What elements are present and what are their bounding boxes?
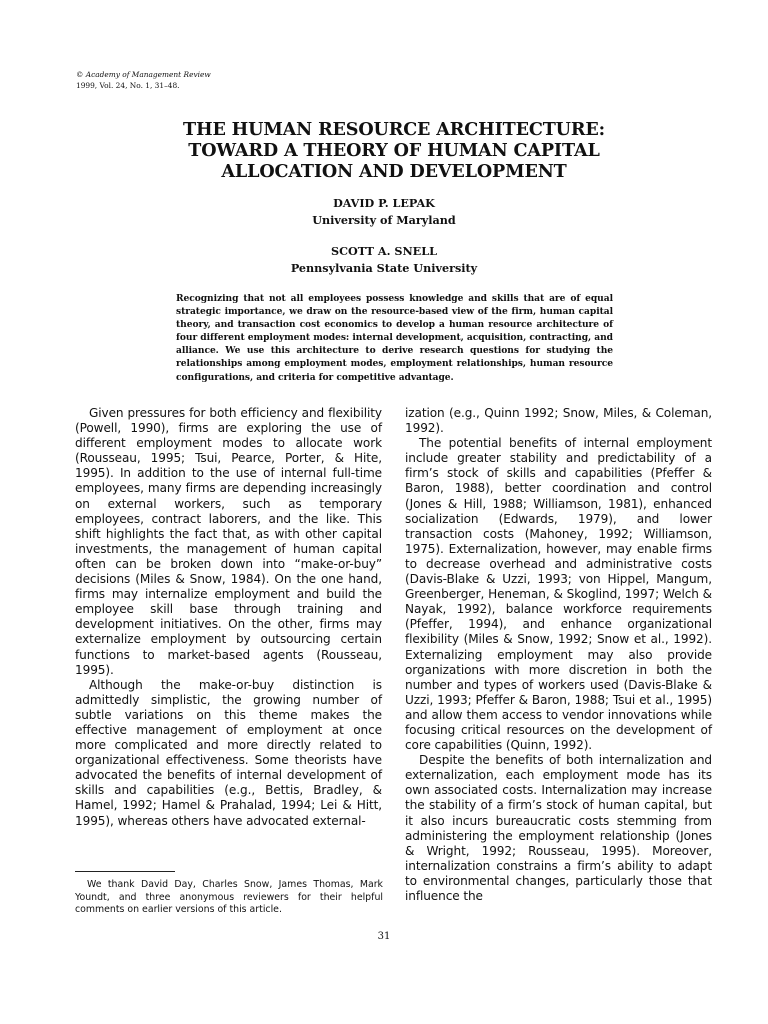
footnote: We thank David Day, Charles Snow, James Thomas, Mark Youndt, and three anonymous reviewers for their helpful comments on earlier versions of this article. — [75, 879, 383, 916]
author-name: SCOTT A. SNELL — [331, 244, 437, 258]
page-number: 31 — [377, 931, 391, 942]
title-line-1: THE HUMAN RESOURCE ARCHITECTURE: — [183, 119, 605, 140]
paragraph: Although the make-or-buy distinction is admittedly simplistic, the growing number of subtle variations on this theme makes the effective management of employment at once more complicated and more directly related to organizational effectiveness. Some theorists have advocated the benefits of internal development of skills and capabilities (e.g., Bettis, Bradley, & Hamel, 1992; Hamel & Prahalad, 1994; Lei & Hitt, 1995), whereas others have advocated external- — [75, 677, 382, 828]
author-name: DAVID P. LEPAK — [333, 196, 435, 210]
article-title — [120, 119, 668, 182]
journal-volume: 1999, Vol. 24, No. 1, 31–48. — [76, 81, 180, 90]
paragraph: The potential benefits of internal employment include greater stability and predictability of a firm’s stock of skills and capabilities (Pfeffer & Baron, 1988), better coordination and control (Jones & Hill, 1988; Williamson, 1981), enhanced socialization (Edwards, 1979), and lower transaction costs (Mahoney, 1992; Williamson, 1975). Externalization, however, may enable firms to decrease overhead and administrative costs (Davis-Blake & Uzzi, 1993; von Hippel, Mangum, Greenberger, Heneman, & Skoglind, 1997; Welch & Nayak, 1992), balance workforce requirements (Pfeffer, 1994), and enhance organizational flexibility (Miles & Snow, 1992; Snow et al., 1992). Externalizing employment may also provide organizations with more discretion in both the number and types of workers used (Davis-Blake & Uzzi, 1993; Pfeffer & Baron, 1988; Tsui et al., 1995) and allow them access to vendor innovations while focusing critical resources on the development of core capabilities (Quinn, 1992). — [405, 436, 712, 753]
body-column-right — [405, 406, 712, 904]
author-block-2 — [0, 243, 768, 277]
paragraph: Despite the benefits of both internalization and externalization, each employment mode has its own associated costs. Internalization may increase the stability of a firm’s stock of human capital, but it also incurs bureaucratic costs stemming from administering the employment relationship (Jones & Wright, 1992; Rousseau, 1995). Moreover, internalization constrains a firm’s ability to adapt to environmental changes, particularly those that influence the — [405, 753, 712, 903]
paragraph: Given pressures for both efficiency and flexibility (Powell, 1990), firms are exploring the use of different employment modes to allocate work (Rousseau, 1995; Tsui, Pearce, Porter, & Hite, 1995). In addition to the use of internal full-time employees, many firms are depending increasingly on external workers, such as temporary employees, contract laborers, and the like. This shift highlights the fact that, as with other capital investments, the management of human capital often can be broken down into “make-or-buy” decisions (Miles & Snow, 1984). On the one hand, firms may internalize employment and build the employee skill base through training and development initiatives. On the other, firms may externalize employment by outsourcing certain functions to market-based agents (Rousseau, 1995). — [75, 406, 382, 677]
paragraph: ization (e.g., Quinn 1992; Snow, Miles, & Coleman, 1992). — [405, 406, 712, 436]
journal-citation — [76, 69, 211, 91]
title-line-2: TOWARD A THEORY OF HUMAN CAPITAL — [188, 140, 600, 161]
author-block-1 — [0, 195, 768, 229]
author-affiliation: Pennsylvania State University — [290, 261, 478, 275]
author-affiliation: University of Maryland — [312, 213, 456, 227]
abstract: Recognizing that not all employees possess knowledge and skills that are of equal strategic importance, we draw on the resource-based view of the firm, human capital theory, and transaction cost economics to develop a human resource architecture of four different employment modes: internal development, acquisition, contracting, and alliance. We use this architecture to derive research questions for studying the relationships among employment modes, employment relationships, human resource configurations, and criteria for competitive advantage. — [176, 293, 613, 383]
body-column-left — [75, 406, 382, 829]
footnote-divider — [75, 871, 175, 872]
title-line-3: ALLOCATION AND DEVELOPMENT — [221, 161, 567, 182]
journal-name: © Academy of Management Review — [76, 70, 211, 79]
